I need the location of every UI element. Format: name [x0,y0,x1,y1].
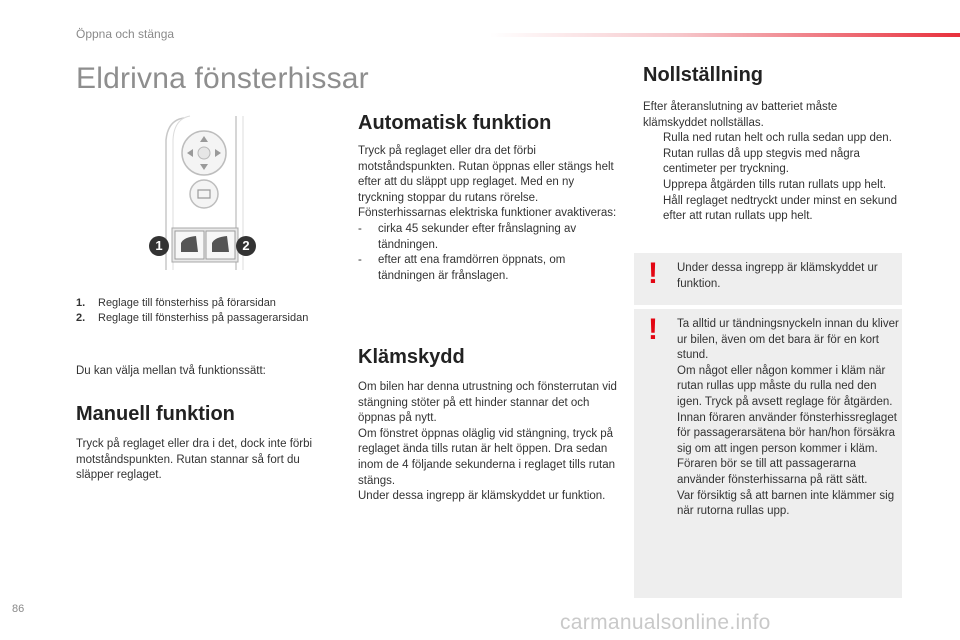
automatic-item-2: - efter att ena framdörren öppnats, om tändningen är frånslagen. [358,254,566,282]
pinch-text-3: Under dessa ingrepp är klämskyddet ur funktion. [358,490,606,503]
figure-label-1: 1 [149,236,169,256]
warning-icon: ! [648,313,658,346]
manual-heading: Manuell funktion [76,403,235,425]
intro-text: Du kan välja mellan två funktionssätt: [76,365,266,377]
warning-box-2 [634,309,902,598]
reset-heading: Nollställning [643,64,763,86]
automatic-text-2: Fönsterhissarnas elektriska funktioner avaktiveras: [358,207,617,220]
reset-item-1: Rulla ned rutan helt och rulla sedan upp den. Rutan rullas då upp stegvis med några centimeter per tryckning. [663,132,892,176]
manual-text: Tryck på reglaget eller dra i det, dock inte förbi motståndspunkten. Rutan stannar så fort du släpper reglaget. [76,438,313,482]
figure-captions [76,296,346,326]
pinch-heading: Klämskydd [358,346,465,368]
section-header: Öppna och stänga [76,27,175,41]
warning-1-text: Under dessa ingrepp är klämskyddet ur funktion. [677,262,878,290]
page-title: Eldrivna fönsterhissar [76,62,369,95]
pinch-text-2: Om fönstret öppnas oläglig vid stängning, tryck på reglaget ända tills rutan är helt öppen. Dra sedan inom de 4 följande sekunderna i reglaget tills rutan stängs. [358,427,615,487]
automatic-item-1: - cirka 45 sekunder efter frånslagning av tändningen. [358,222,577,251]
reset-text: Efter återanslutning av batteriet måste klämskyddet nollställas. [643,101,838,129]
pinch-section [358,346,626,505]
warning-box-1 [634,253,902,305]
watermark: carmanualsonline.info [560,611,771,634]
pinch-text: Om bilen har denna utrustning och fönsterrutan vid stängning stöter på ett hinder stannar det och öppnas på nytt. [358,381,617,425]
reset-item-3: Håll reglaget nedtryckt under minst en sekund efter att rutan rullats upp helt. [663,194,897,223]
window-switch-figure [140,110,280,275]
warning-2-text: Ta alltid ur tändningsnyckeln innan du kliver ur bilen, även om det bara är för en kort stund. Om något eller någon kommer i kläm när rutan rullas upp måste du rulla ned den igen. Tryck på avsett reglage för åtgärden. Innan föraren använder fönsterhissreglaget för passagerarsätena bör han/hon försäkra sig om att ingen person kommer i kläm. Föraren bör se till att passagerarna använder fönsterhissarna på rätt sätt. Var försiktig så att barnen inte klämmer sig när rutorna rullas upp. [677,318,899,518]
reset-section [643,64,903,225]
header-accent-bar [490,33,960,37]
automatic-section [358,112,623,284]
warning-icon: ! [648,257,658,290]
caption-2: 2. Reglage till fönsterhiss på passagerarsidan [76,312,309,324]
caption-1: 1. Reglage till fönsterhiss på förarsidan [76,297,276,309]
manual-section [76,403,336,484]
page-number: 86 [12,603,25,615]
automatic-text: Tryck på reglaget eller dra det förbi motståndspunkten. Rutan öppnas eller stängs helt efter att du släppt upp reglaget. Med en ny tryckning stoppar du rutans rörelse. [358,145,614,204]
figure-label-2: 2 [236,236,256,256]
automatic-heading: Automatisk funktion [358,112,552,134]
reset-item-2: Upprepa åtgärden tills rutan rullats upp helt. [663,178,887,191]
